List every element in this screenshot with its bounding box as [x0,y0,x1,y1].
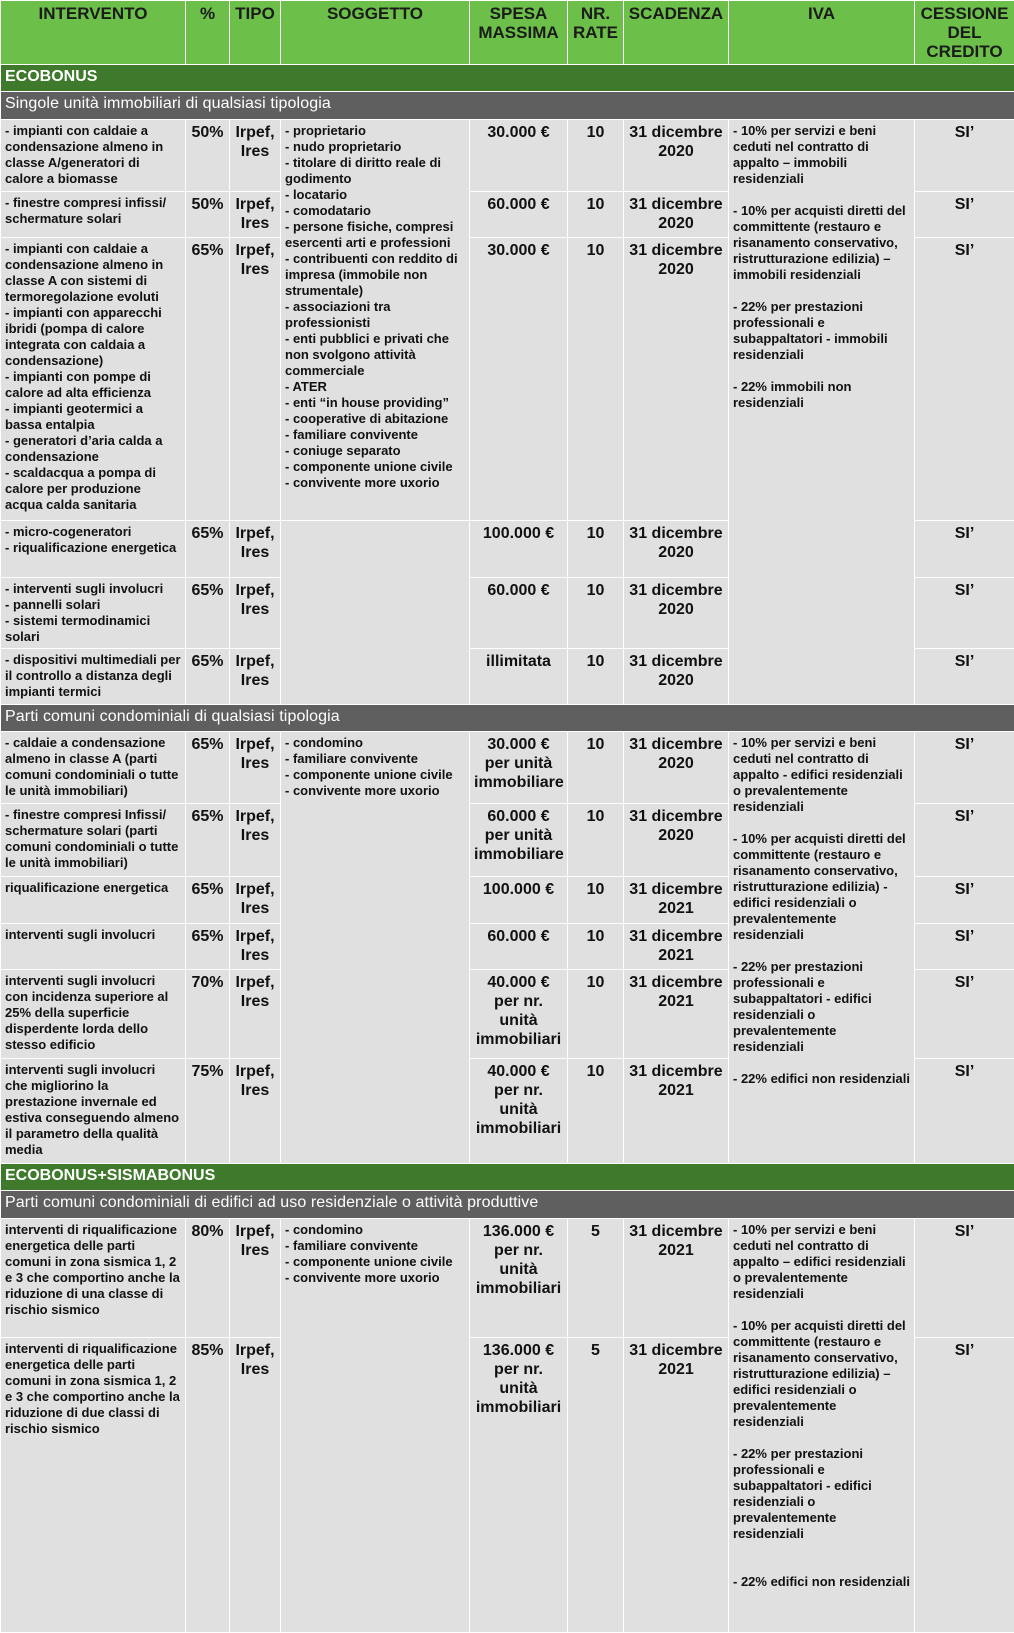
section-title: ECOBONUS+SISMABONUS [1,1163,1014,1190]
table-row [1,119,1014,191]
scadenza-cell: 31 dicembre 2021 [624,923,729,970]
percent-cell: 65% [186,732,230,804]
subsection-title: Parti comuni condominiali di edifici ad uso residenziale o attività produttive [1,1191,1014,1218]
scadenza-cell: 31 dicembre 2021 [624,1338,729,1633]
iva-cell: - 10% per servizi e beni ceduti nel contratto di appalto - edifici residenziali o prevalentemente residenziali - 10% per acquisti diretti del committente (restauro e risanamento conservativo, ristrutturazione edilizia) - edifici residenziali o prevalentemente residenziali - 22% per prestazioni professionali e subappaltatori - edifici residenziali o prevalentemente residenziali - 22% edifici non residenziali [729,732,915,1163]
tipo-cell: Irpef, Ires [230,119,281,191]
spesa-cell: illimitata [470,649,568,705]
col-header-intervento: INTERVENTO [1,1,186,65]
cessione-cell: SI’ [915,238,1014,521]
cessione-cell: SI’ [915,923,1014,970]
tipo-cell: Irpef, Ires [230,923,281,970]
percent-cell: 65% [186,877,230,924]
col-header-cessione-credito: CESSIONE DEL CREDITO [915,1,1014,65]
table-row [1,732,1014,804]
percent-cell: 85% [186,1338,230,1633]
cessione-cell: SI’ [915,804,1014,877]
scadenza-cell: 31 dicembre 2020 [624,649,729,705]
section-ecobonus-sismabonus [1,1163,1014,1190]
soggetto-cell: - condomino - familiare convivente - componente unione civile - convivente more uxorio [281,1218,470,1632]
intervento-cell: interventi sugli involucri [1,923,186,970]
tipo-cell: Irpef, Ires [230,238,281,521]
cessione-cell: SI’ [915,732,1014,804]
cessione-cell: SI’ [915,191,1014,238]
spesa-cell: 60.000 € [470,923,568,970]
soggetto-cell: - condomino - familiare convivente - componente unione civile - convivente more uxorio [281,732,470,1163]
spesa-cell: 30.000 € [470,119,568,191]
soggetto-cell-empty [281,520,470,704]
soggetto-cell: - proprietario - nudo proprietario - titolare di diritto reale di godimento - locatario - comodatario - persone fisiche, compresi esercenti arti e professioni - contribuenti con reddito di impresa (immobile non strumentale) - associazioni tra professionisti - enti pubblici e privati che non svolgono attività commerciale - ATER - enti “in house providing” - cooperative di abitazione - familiare convivente - coniuge separato - componente unione civile - convivente more uxorio [281,119,470,520]
intervento-cell: - impianti con caldaie a condensazione almeno in classe A/generatori di calore a biomasse [1,119,186,191]
col-header-scadenza: SCADENZA [624,1,729,65]
tipo-cell: Irpef, Ires [230,1218,281,1338]
percent-cell: 70% [186,970,230,1058]
rate-cell: 10 [568,877,624,924]
iva-cell: - 10% per servizi e beni ceduti nel contratto di appalto – immobili residenziali - 10% per acquisti diretti del committente (restauro e risanamento conservativo, ristrutturazione edilizia) – immobili residenziali - 22% per prestazioni professionali e subappaltatori - immobili residenziali - 22% immobili non residenziali [729,119,915,704]
rate-cell: 10 [568,191,624,238]
spesa-cell: 60.000 € [470,191,568,238]
scadenza-cell: 31 dicembre 2020 [624,119,729,191]
intervento-cell: interventi sugli involucri con incidenza superiore al 25% della superficie disperdente lorda dello stesso edificio [1,970,186,1058]
intervento-cell: - finestre compresi Infissi/ schermature solari (parti comuni condominiali o tutte le unità immobiliari) [1,804,186,877]
percent-cell: 75% [186,1058,230,1163]
scadenza-cell: 31 dicembre 2020 [624,191,729,238]
percent-cell: 65% [186,577,230,649]
intervento-cell: interventi di riqualificazione energetica delle parti comuni in zona sismica 1, 2 e 3 che comportino anche la riduzione di una classe di rischio sismico [1,1218,186,1338]
header-row [1,1,1014,65]
col-header-percent: % [186,1,230,65]
section-ecobonus [1,65,1014,92]
cessione-cell: SI’ [915,520,1014,577]
rate-cell: 5 [568,1338,624,1633]
scadenza-cell: 31 dicembre 2020 [624,520,729,577]
rate-cell: 10 [568,970,624,1058]
intervento-cell: - impianti con caldaie a condensazione almeno in classe A con sistemi di termoregolazione evoluti - impianti con apparecchi ibridi (pompa di calore integrata con caldaia a condensazione) - impianti con pompe di calore ad alta efficienza - impianti geotermici a bassa entalpia - generatori d’aria calda a condensazione - scaldacqua a pompa di calore per produzione acqua calda sanitaria [1,238,186,521]
spesa-cell: 30.000 € per unità immobiliare [470,732,568,804]
intervento-cell: - interventi sugli involucri - pannelli solari - sistemi termodinamici solari [1,577,186,649]
tipo-cell: Irpef, Ires [230,191,281,238]
subsection-title: Parti comuni condominiali di qualsiasi tipologia [1,705,1014,732]
percent-cell: 65% [186,238,230,521]
tipo-cell: Irpef, Ires [230,732,281,804]
rate-cell: 10 [568,119,624,191]
col-header-nr-rate: NR. RATE [568,1,624,65]
percent-cell: 50% [186,119,230,191]
tipo-cell: Irpef, Ires [230,1338,281,1633]
rate-cell: 10 [568,804,624,877]
scadenza-cell: 31 dicembre 2021 [624,970,729,1058]
intervento-cell: interventi di riqualificazione energetica delle parti comuni in zona sismica 1, 2 e 3 che comportino anche la riduzione di due classi di rischio sismico [1,1338,186,1633]
scadenza-cell: 31 dicembre 2021 [624,1058,729,1163]
tipo-cell: Irpef, Ires [230,520,281,577]
spesa-cell: 60.000 € [470,577,568,649]
scadenza-cell: 31 dicembre 2021 [624,877,729,924]
scadenza-cell: 31 dicembre 2020 [624,732,729,804]
col-header-spesa-massima: SPESA MASSIMA [470,1,568,65]
cessione-cell: SI’ [915,1338,1014,1633]
rate-cell: 10 [568,577,624,649]
subsection-parti-comuni-residenziali [1,1191,1014,1218]
cessione-cell: SI’ [915,877,1014,924]
col-header-tipo: TIPO [230,1,281,65]
spesa-cell: 136.000 € per nr. unità immobiliari [470,1218,568,1338]
spesa-cell: 40.000 € per nr. unità immobiliari [470,970,568,1058]
scadenza-cell: 31 dicembre 2020 [624,577,729,649]
intervento-cell: - finestre compresi infissi/ schermature solari [1,191,186,238]
intervento-cell: interventi sugli involucri che migliorino la prestazione invernale ed estiva conseguendo almeno il parametro della qualità media [1,1058,186,1163]
cessione-cell: SI’ [915,970,1014,1058]
table-row [1,1218,1014,1338]
rate-cell: 5 [568,1218,624,1338]
scadenza-cell: 31 dicembre 2020 [624,238,729,521]
rate-cell: 10 [568,238,624,521]
spesa-cell: 30.000 € [470,238,568,521]
intervento-cell: - dispositivi multimediali per il controllo a distanza degli impianti termici [1,649,186,705]
cessione-cell: SI’ [915,649,1014,705]
cessione-cell: SI’ [915,119,1014,191]
percent-cell: 50% [186,191,230,238]
intervento-cell: - caldaie a condensazione almeno in classe A (parti comuni condominiali o tutte le unità immobiliari) [1,732,186,804]
intervento-cell: - micro-cogeneratori - riqualificazione energetica [1,520,186,577]
tipo-cell: Irpef, Ires [230,649,281,705]
subsection-title: Singole unità immobiliari di qualsiasi tipologia [1,92,1014,119]
rate-cell: 10 [568,923,624,970]
tipo-cell: Irpef, Ires [230,1058,281,1163]
cessione-cell: SI’ [915,1218,1014,1338]
spesa-cell: 40.000 € per nr. unità immobiliari [470,1058,568,1163]
tipo-cell: Irpef, Ires [230,970,281,1058]
cessione-cell: SI’ [915,1058,1014,1163]
tipo-cell: Irpef, Ires [230,804,281,877]
subsection-singole-unita [1,92,1014,119]
percent-cell: 65% [186,520,230,577]
spesa-cell: 100.000 € [470,520,568,577]
spesa-cell: 136.000 € per nr. unità immobiliari [470,1338,568,1633]
col-header-iva: IVA [729,1,915,65]
tipo-cell: Irpef, Ires [230,877,281,924]
col-header-soggetto: SOGGETTO [281,1,470,65]
subsection-parti-comuni [1,705,1014,732]
scadenza-cell: 31 dicembre 2020 [624,804,729,877]
spesa-cell: 60.000 € per unità immobiliare [470,804,568,877]
rate-cell: 10 [568,1058,624,1163]
percent-cell: 65% [186,804,230,877]
percent-cell: 80% [186,1218,230,1338]
percent-cell: 65% [186,649,230,705]
percent-cell: 65% [186,923,230,970]
rate-cell: 10 [568,732,624,804]
iva-cell: - 10% per servizi e beni ceduti nel contratto di appalto – edifici residenziali o prevalentemente residenziali - 10% per acquisti diretti del committente (restauro e risanamento conservativo, ristrutturazione edilizia) – edifici residenziali o prevalentemente residenziali - 22% per prestazioni professionali e subappaltatori - edifici residenziali o prevalentemente residenziali - 22% edifici non residenziali [729,1218,915,1632]
intervento-cell: riqualificazione energetica [1,877,186,924]
cessione-cell: SI’ [915,577,1014,649]
scadenza-cell: 31 dicembre 2021 [624,1218,729,1338]
tipo-cell: Irpef, Ires [230,577,281,649]
rate-cell: 10 [568,649,624,705]
rate-cell: 10 [568,520,624,577]
spesa-cell: 100.000 € [470,877,568,924]
section-title: ECOBONUS [1,65,1014,92]
